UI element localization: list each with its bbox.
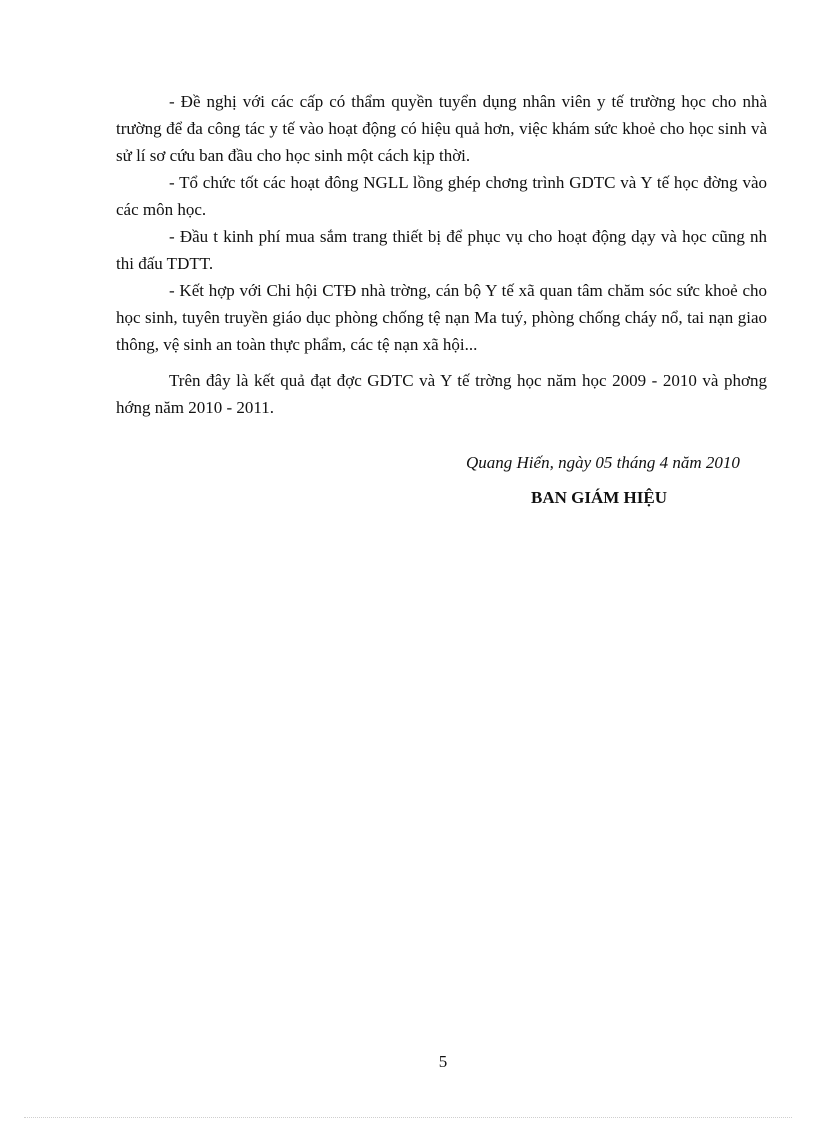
place-date: Quang Hiến, ngày 05 tháng 4 năm 2010 [466,453,740,472]
paragraph-extracurricular: - Tổ chức tốt các hoạt đông NGLL lồng ghép chơng trình GDTC và Y tế học đờng vào các môn học. [116,173,767,219]
page-number: 5 [438,1052,448,1071]
paragraph-recruit-medical-staff: - Đề nghị với các cấp có thẩm quyền tuyển dụng nhân viên y tế trường học cho nhà trường để đa công tác y tế vào hoạt động có hiệu quả hơn, việc khám sức khoẻ cho học sinh và sử lí sơ cứu ban đầu cho học sinh một cách kịp thời. [116,92,767,165]
paragraph-health-care: - Kết hợp với Chi hội CTĐ nhà trờng, cán bộ Y tế xã quan tâm chăm sóc sức khoẻ cho học sinh, tuyên truyền giáo dục phòng chống tệ nạn Ma tuý, phòng chống cháy nổ, tai nạn giao thông, vệ sinh an toàn thực phẩm, các tệ nạn xã hội... [116,281,767,354]
document-body [116,88,767,421]
paragraph-summary: Trên đây là kết quả đạt đợc GDTC và Y tế trờng học năm học 2009 - 2010 và phơng hớng năm 2010 - 2011. [116,371,767,417]
page-bottom-divider [24,1117,792,1118]
paragraph-equipment-funding: - Đầu t kinh phí mua sắm trang thiết bị để phục vụ cho hoạt động dạy và học cũng nh thi đấu TDTT. [116,227,767,273]
signature-title: BAN GIÁM HIỆU [531,488,668,507]
